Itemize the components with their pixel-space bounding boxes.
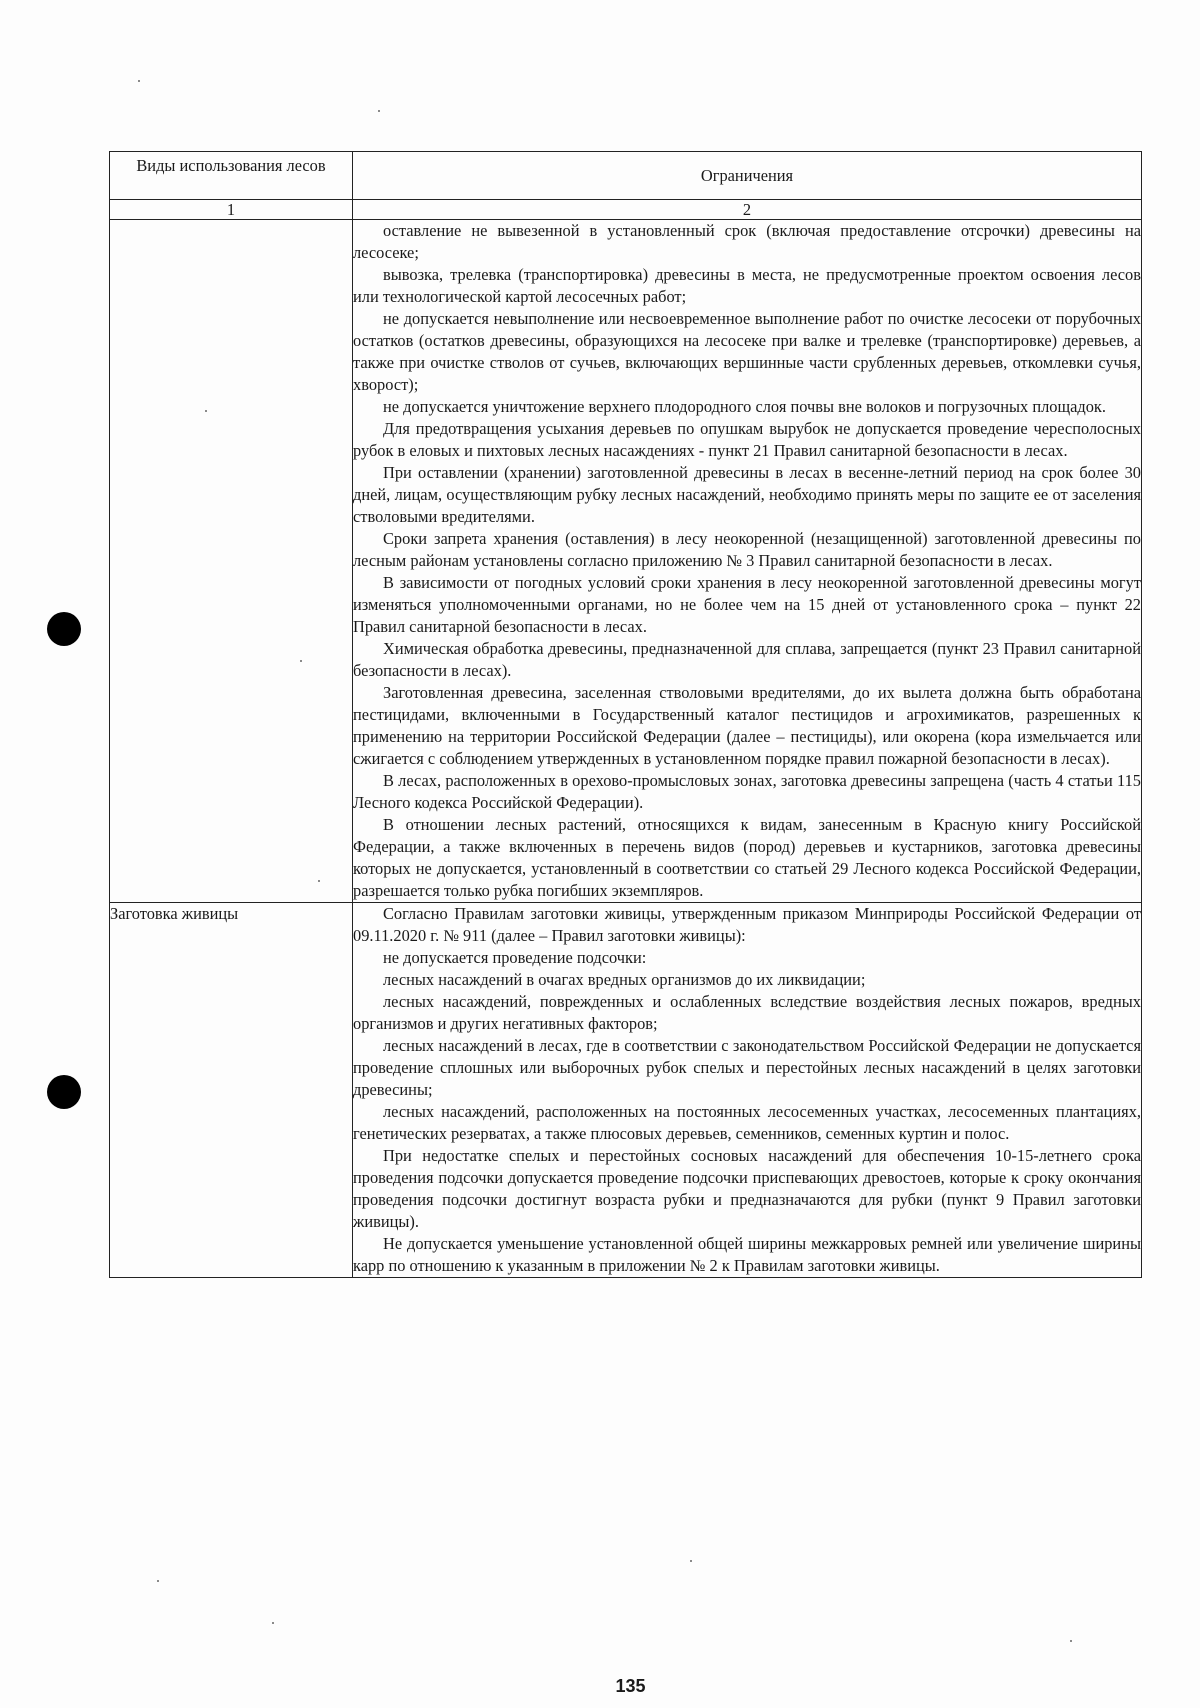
restriction-paragraph: В зависимости от погодных условий сроки хранения в лесу неокоренной заготовленной древесины могут изменяться уполномоченными органами, но не более чем на 15 дней от установленного срока – пункт 22 Правил санитарной безопасности в лесах. xyxy=(353,573,1141,636)
restriction-paragraph: Не допускается уменьшение установленной общей ширины межкарровых ремней или увеличение ширины карр по отношению к указанным в приложении № 2 к Правилам заготовки живицы. xyxy=(353,1234,1141,1275)
restriction-paragraph: При оставлении (хранении) заготовленной древесины в лесах в весенне-летний период на срок более 30 дней, лицам, осуществляющим рубку лесных насаждений, необходимо принять меры по защите ее от заселения стволовыми вредителями. xyxy=(353,463,1141,526)
scan-speck xyxy=(1070,1640,1072,1642)
restriction-paragraph: В отношении лесных растений, относящихся к видам, занесенным в Красную книгу Российской Федерации, а также включенных в перечень видов (пород) деревьев и кустарников, заготовка древесины которых не допускается, установленный в соответствии со статьей 29 Лесного кодекса Российской Федерации, разрешается только рубка погибших экземпляров. xyxy=(353,815,1141,900)
page-number: 135 xyxy=(615,1676,646,1696)
row-kind xyxy=(110,220,353,903)
restriction-paragraph: не допускается уничтожение верхнего плодородного слоя почвы вне волоков и погрузочных площадок. xyxy=(383,397,1106,416)
scan-speck xyxy=(690,1560,692,1562)
restriction-paragraph: В лесах, расположенных в орехово-промысловых зонах, заготовка древесины запрещена (часть 4 статьи 115 Лесного кодекса Российской Федерации). xyxy=(353,771,1141,812)
restriction-paragraph: лесных насаждений в очагах вредных организмов до их ликвидации; xyxy=(383,970,866,989)
restriction-paragraph: вывозка, трелевка (транспортировка) древесины в места, не предусмотренные проектом освоения лесов или технологической картой лесосечных работ; xyxy=(353,265,1141,306)
restriction-paragraph: Сроки запрета хранения (оставления) в лесу неокоренной (незащищенной) заготовленной древесины по лесным районам установлены согласно приложению № 3 Правил санитарной безопасности в лесах. xyxy=(353,529,1141,570)
restriction-paragraph: оставление не вывезенной в установленный срок (включая предоставление отсрочки) древесины на лесосеке; xyxy=(353,221,1141,262)
restriction-paragraph: При недостатке спелых и перестойных сосновых насаждений для обеспечения 10-15-летнего срока проведения подсочки допускается проведение подсочки приспевающих древостоев, которые к сроку окончания проведения подсочки достигнут возраста рубки и предназначаются для рубки (пункт 9 Правил заготовки живицы). xyxy=(353,1146,1141,1231)
restriction-paragraph: лесных насаждений в лесах, где в соответствии с законодательством Российской Федерации не допускается проведение сплошных или выборочных рубок спелых и перестойных лесных насаждений в целях заготовки древесины; xyxy=(353,1036,1141,1099)
restriction-paragraph: лесных насаждений, поврежденных и ослабленных вследствие воздействия лесных пожаров, вредных организмов и других негативных факторов; xyxy=(353,992,1141,1033)
header-forest-use: Виды использования лесов xyxy=(136,156,326,175)
scan-speck xyxy=(272,1622,274,1624)
restriction-paragraph: Заготовленная древесина, заселенная стволовыми вредителями, до их вылета должна быть обработана пестицидами, включенными в Государственный каталог пестицидов и агрохимикатов, разрешенных к применению на территории Российской Федерации (далее – пестициды), или окорена (кора измельчается или сжигается с соблюдением утвержденных в установленном порядке правил пожарной безопасности в лесах). xyxy=(353,683,1141,768)
table-column-numbers-row xyxy=(110,200,1142,220)
restriction-paragraph: Согласно Правилам заготовки живицы, утвержденным приказом Минприроды Российской Федерации от 09.11.2020 г. № 911 (далее – Правил заготовки живицы): xyxy=(353,904,1141,945)
punch-hole-bottom xyxy=(47,1075,81,1109)
column-number-2: 2 xyxy=(353,200,1142,220)
row-restrictions xyxy=(353,903,1142,1278)
restriction-paragraph: Для предотвращения усыхания деревьев по опушкам вырубок не допускается проведение чересполосных рубок в еловых и пихтовых лесных насаждениях - пункт 21 Правил санитарной безопасности в лесах. xyxy=(353,419,1141,460)
table-row xyxy=(110,903,1142,1278)
row-kind-resin-harvesting: Заготовка живицы xyxy=(110,903,353,1278)
column-number-1: 1 xyxy=(110,200,353,220)
punch-hole-top xyxy=(47,612,81,646)
header-cell-forest-use xyxy=(110,152,353,200)
scan-speck xyxy=(157,1580,159,1582)
restriction-paragraph: не допускается невыполнение или несвоевременное выполнение работ по очистке лесосеки от порубочных остатков (остатков древесины, образующихся на лесосеке при валке и трелевке (транспортировке) деревьев, а также при очистке стволов от сучьев, включающих вершинные части срубленных деревьев, откомлевки сучья, хворост); xyxy=(353,309,1141,394)
restriction-paragraph: не допускается проведение подсочки: xyxy=(383,948,647,967)
table-header-row xyxy=(110,152,1142,200)
scan-speck xyxy=(378,110,380,112)
restriction-paragraph: лесных насаждений, расположенных на постоянных лесосеменных участках, лесосеменных плантациях, генетических резерватах, а также плюсовых деревьев, семенников, семенных куртин и полос. xyxy=(353,1102,1141,1143)
table-row xyxy=(110,220,1142,903)
scan-speck xyxy=(138,80,140,82)
restriction-paragraph: Химическая обработка древесины, предназначенной для сплава, запрещается (пункт 23 Правил санитарной безопасности в лесах). xyxy=(353,639,1141,680)
row-restrictions xyxy=(353,220,1142,903)
header-restrictions: Ограничения xyxy=(700,166,794,185)
restrictions-table xyxy=(109,151,1142,1278)
header-cell-restrictions xyxy=(353,152,1142,200)
